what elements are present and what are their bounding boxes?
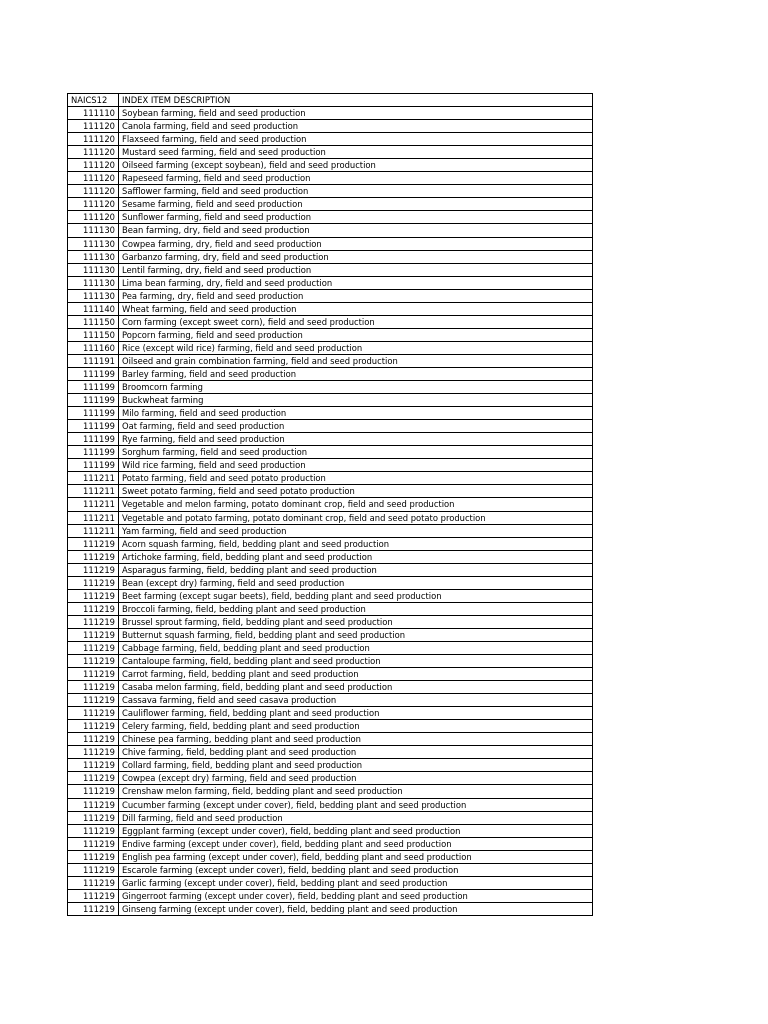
description-cell: Bean (except dry) farming, field and seed production <box>119 576 593 589</box>
table-row <box>68 446 593 459</box>
naics-code-cell: 111219 <box>68 694 119 707</box>
description-cell: Oilseed farming (except soybean), field and seed production <box>119 159 593 172</box>
naics-code-cell: 111130 <box>68 276 119 289</box>
naics-code-cell: 111191 <box>68 354 119 367</box>
table-row <box>68 602 593 615</box>
table-row <box>68 615 593 628</box>
description-cell: Bean farming, dry, field and seed production <box>119 224 593 237</box>
table-row <box>68 694 593 707</box>
naics-code-cell: 111219 <box>68 537 119 550</box>
naics-code-cell: 111211 <box>68 498 119 511</box>
description-cell: Brussel sprout farming, field, bedding plant and seed production <box>119 615 593 628</box>
description-cell: Corn farming (except sweet corn), field and seed production <box>119 315 593 328</box>
naics-code-cell: 111199 <box>68 381 119 394</box>
table-row <box>68 381 593 394</box>
description-cell: Cowpea farming, dry, field and seed production <box>119 237 593 250</box>
table-row <box>68 537 593 550</box>
naics-code-cell: 111199 <box>68 367 119 380</box>
header-row <box>68 94 593 107</box>
table-row <box>68 628 593 641</box>
naics-code-cell: 111199 <box>68 420 119 433</box>
description-cell: Escarole farming (except under cover), field, bedding plant and seed production <box>119 863 593 876</box>
naics-code-cell: 111219 <box>68 628 119 641</box>
description-cell: Casaba melon farming, field, bedding plant and seed production <box>119 681 593 694</box>
naics-code-cell: 111219 <box>68 746 119 759</box>
description-cell: Carrot farming, field, bedding plant and seed production <box>119 668 593 681</box>
description-cell: Potato farming, field and seed potato production <box>119 472 593 485</box>
naics-code-cell: 111219 <box>68 876 119 889</box>
description-cell: Pea farming, dry, field and seed production <box>119 289 593 302</box>
description-cell: Vegetable and melon farming, potato dominant crop, field and seed production <box>119 498 593 511</box>
description-cell: Eggplant farming (except under cover), field, bedding plant and seed production <box>119 824 593 837</box>
naics-code-cell: 111219 <box>68 733 119 746</box>
table-row <box>68 250 593 263</box>
naics-code-cell: 111199 <box>68 446 119 459</box>
description-cell: Garlic farming (except under cover), field, bedding plant and seed production <box>119 876 593 889</box>
table-row <box>68 850 593 863</box>
description-cell: Cucumber farming (except under cover), field, bedding plant and seed production <box>119 798 593 811</box>
description-cell: Beet farming (except sugar beets), field, bedding plant and seed production <box>119 589 593 602</box>
naics-code-cell: 111219 <box>68 550 119 563</box>
description-cell: Popcorn farming, field and seed production <box>119 328 593 341</box>
description-cell: Barley farming, field and seed production <box>119 367 593 380</box>
description-cell: Rice (except wild rice) farming, field and seed production <box>119 341 593 354</box>
description-cell: Dill farming, field and seed production <box>119 811 593 824</box>
description-cell: Cauliflower farming, field, bedding plant and seed production <box>119 707 593 720</box>
table-row <box>68 785 593 798</box>
description-cell: Cabbage farming, field, bedding plant and seed production <box>119 641 593 654</box>
naics-code-cell: 111219 <box>68 811 119 824</box>
table-row <box>68 289 593 302</box>
table-row <box>68 341 593 354</box>
naics-code-cell: 111120 <box>68 146 119 159</box>
naics-code-cell: 111130 <box>68 289 119 302</box>
naics-code-cell: 111120 <box>68 211 119 224</box>
description-cell: Butternut squash farming, field, bedding plant and seed production <box>119 628 593 641</box>
naics-code-cell: 111120 <box>68 120 119 133</box>
description-cell: Sesame farming, field and seed production <box>119 198 593 211</box>
description-cell: Wild rice farming, field and seed production <box>119 459 593 472</box>
naics-code-cell: 111211 <box>68 485 119 498</box>
description-cell: Cassava farming, field and seed casava production <box>119 694 593 707</box>
table-row <box>68 224 593 237</box>
table-row <box>68 772 593 785</box>
naics-code-cell: 111219 <box>68 589 119 602</box>
naics-code-cell: 111120 <box>68 198 119 211</box>
table-row <box>68 485 593 498</box>
naics-code-cell: 111130 <box>68 224 119 237</box>
description-cell: Chive farming, field, bedding plant and seed production <box>119 746 593 759</box>
table-row <box>68 681 593 694</box>
table-row <box>68 563 593 576</box>
naics-code-cell: 111199 <box>68 394 119 407</box>
naics-code-cell: 111219 <box>68 668 119 681</box>
naics-code-cell: 111211 <box>68 511 119 524</box>
table-row <box>68 655 593 668</box>
naics-code-header: NAICS12 <box>68 94 119 107</box>
naics-code-cell: 111219 <box>68 837 119 850</box>
table-row <box>68 120 593 133</box>
naics-code-cell: 111150 <box>68 315 119 328</box>
naics-code-cell: 111219 <box>68 785 119 798</box>
description-cell: Crenshaw melon farming, field, bedding plant and seed production <box>119 785 593 798</box>
naics-code-cell: 111160 <box>68 341 119 354</box>
naics-code-cell: 111130 <box>68 263 119 276</box>
table-row <box>68 420 593 433</box>
naics-code-cell: 111219 <box>68 641 119 654</box>
table-row <box>68 459 593 472</box>
table-row <box>68 315 593 328</box>
description-cell: Chinese pea farming, bedding plant and seed production <box>119 733 593 746</box>
naics-code-cell: 111219 <box>68 576 119 589</box>
description-cell: Collard farming, field, bedding plant and seed production <box>119 759 593 772</box>
index-item-description-header: INDEX ITEM DESCRIPTION <box>119 94 593 107</box>
table-row <box>68 837 593 850</box>
naics-index-table <box>67 93 593 916</box>
table-row <box>68 733 593 746</box>
naics-code-cell: 111130 <box>68 237 119 250</box>
naics-code-cell: 111219 <box>68 681 119 694</box>
description-cell: Flaxseed farming, field and seed production <box>119 133 593 146</box>
naics-code-cell: 111219 <box>68 850 119 863</box>
table-row <box>68 237 593 250</box>
description-cell: Safflower farming, field and seed production <box>119 185 593 198</box>
table-row <box>68 146 593 159</box>
table-row <box>68 876 593 889</box>
naics-code-cell: 111120 <box>68 185 119 198</box>
naics-code-cell: 111219 <box>68 602 119 615</box>
table-row <box>68 589 593 602</box>
table-row <box>68 863 593 876</box>
description-cell: Ginseng farming (except under cover), field, bedding plant and seed production <box>119 902 593 915</box>
naics-code-cell: 111219 <box>68 889 119 902</box>
description-cell: Asparagus farming, field, bedding plant and seed production <box>119 563 593 576</box>
description-cell: Garbanzo farming, dry, field and seed production <box>119 250 593 263</box>
description-cell: Endive farming (except under cover), field, bedding plant and seed production <box>119 837 593 850</box>
description-cell: Yam farming, field and seed production <box>119 524 593 537</box>
naics-code-cell: 111219 <box>68 863 119 876</box>
description-cell: Oilseed and grain combination farming, field and seed production <box>119 354 593 367</box>
description-cell: Celery farming, field, bedding plant and seed production <box>119 720 593 733</box>
table-row <box>68 720 593 733</box>
table-row <box>68 433 593 446</box>
table-row <box>68 798 593 811</box>
naics-code-cell: 111219 <box>68 563 119 576</box>
naics-code-cell: 111120 <box>68 133 119 146</box>
description-cell: Sorghum farming, field and seed production <box>119 446 593 459</box>
naics-code-cell: 111199 <box>68 407 119 420</box>
naics-code-cell: 111150 <box>68 328 119 341</box>
table-row <box>68 498 593 511</box>
description-cell: Vegetable and potato farming, potato dominant crop, field and seed potato production <box>119 511 593 524</box>
naics-code-cell: 111211 <box>68 472 119 485</box>
naics-code-cell: 111120 <box>68 159 119 172</box>
naics-code-cell: 111211 <box>68 524 119 537</box>
table-row <box>68 759 593 772</box>
table-row <box>68 302 593 315</box>
description-cell: Canola farming, field and seed production <box>119 120 593 133</box>
table-row <box>68 576 593 589</box>
table-row <box>68 185 593 198</box>
table-row <box>68 641 593 654</box>
table-row <box>68 550 593 563</box>
description-cell: Mustard seed farming, field and seed production <box>119 146 593 159</box>
table-row <box>68 276 593 289</box>
description-cell: Cantaloupe farming, field, bedding plant and seed production <box>119 655 593 668</box>
naics-code-cell: 111219 <box>68 707 119 720</box>
table-row <box>68 263 593 276</box>
naics-code-cell: 111120 <box>68 172 119 185</box>
description-cell: Soybean farming, field and seed production <box>119 107 593 120</box>
description-cell: Sweet potato farming, field and seed potato production <box>119 485 593 498</box>
naics-code-cell: 111219 <box>68 798 119 811</box>
description-cell: Acorn squash farming, field, bedding plant and seed production <box>119 537 593 550</box>
naics-code-cell: 111199 <box>68 433 119 446</box>
description-cell: English pea farming (except under cover), field, bedding plant and seed production <box>119 850 593 863</box>
description-cell: Lentil farming, dry, field and seed production <box>119 263 593 276</box>
table-row <box>68 746 593 759</box>
description-cell: Buckwheat farming <box>119 394 593 407</box>
table-row <box>68 354 593 367</box>
table-row <box>68 198 593 211</box>
naics-code-cell: 111219 <box>68 824 119 837</box>
description-cell: Wheat farming, field and seed production <box>119 302 593 315</box>
table-row <box>68 211 593 224</box>
table-row <box>68 172 593 185</box>
table-row <box>68 889 593 902</box>
naics-code-cell: 111219 <box>68 759 119 772</box>
table-row <box>68 902 593 915</box>
description-cell: Milo farming, field and seed production <box>119 407 593 420</box>
table-row <box>68 524 593 537</box>
description-cell: Gingerroot farming (except under cover), field, bedding plant and seed production <box>119 889 593 902</box>
description-cell: Broccoli farming, field, bedding plant and seed production <box>119 602 593 615</box>
naics-code-cell: 111140 <box>68 302 119 315</box>
description-cell: Rapeseed farming, field and seed production <box>119 172 593 185</box>
table-row <box>68 511 593 524</box>
description-cell: Rye farming, field and seed production <box>119 433 593 446</box>
table-row <box>68 811 593 824</box>
table-row <box>68 707 593 720</box>
description-cell: Artichoke farming, field, bedding plant and seed production <box>119 550 593 563</box>
description-cell: Sunflower farming, field and seed production <box>119 211 593 224</box>
table-row <box>68 159 593 172</box>
naics-code-cell: 111219 <box>68 615 119 628</box>
naics-code-cell: 111110 <box>68 107 119 120</box>
naics-code-cell: 111219 <box>68 720 119 733</box>
table-row <box>68 328 593 341</box>
table-row <box>68 824 593 837</box>
table-row <box>68 107 593 120</box>
table-row <box>68 394 593 407</box>
table-body <box>68 107 593 916</box>
description-cell: Lima bean farming, dry, field and seed production <box>119 276 593 289</box>
description-cell: Broomcorn farming <box>119 381 593 394</box>
naics-code-cell: 111130 <box>68 250 119 263</box>
description-cell: Cowpea (except dry) farming, field and seed production <box>119 772 593 785</box>
description-cell: Oat farming, field and seed production <box>119 420 593 433</box>
naics-code-cell: 111199 <box>68 459 119 472</box>
naics-code-cell: 111219 <box>68 772 119 785</box>
table-row <box>68 367 593 380</box>
table-row <box>68 668 593 681</box>
table-row <box>68 472 593 485</box>
naics-code-cell: 111219 <box>68 655 119 668</box>
table-row <box>68 407 593 420</box>
table-row <box>68 133 593 146</box>
naics-code-cell: 111219 <box>68 902 119 915</box>
